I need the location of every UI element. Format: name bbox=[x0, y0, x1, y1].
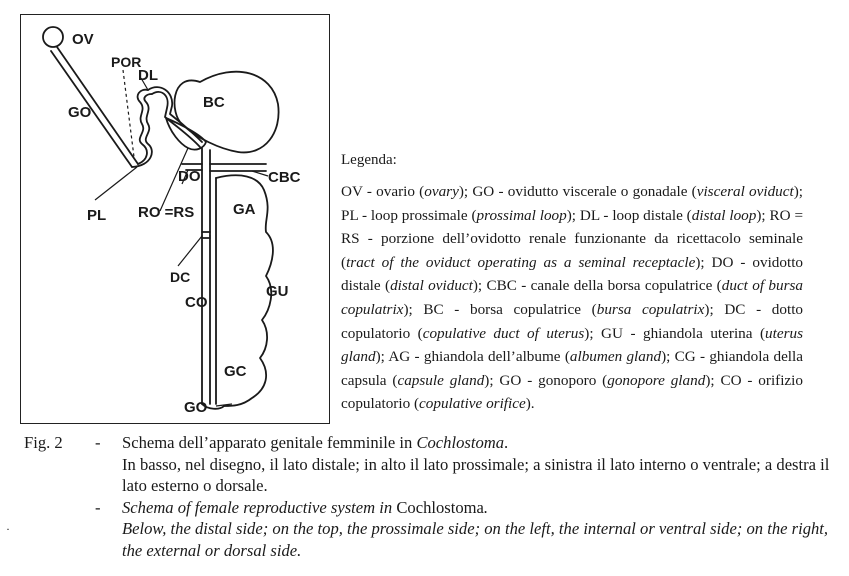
legend-english: visceral oviduct bbox=[696, 183, 794, 200]
legend-english: gonopore gland bbox=[607, 371, 706, 389]
legend-italian: - loop prossimale ( bbox=[358, 206, 477, 224]
reproductive-system-diagram bbox=[20, 14, 332, 426]
legend-english: uterus gland bbox=[341, 324, 803, 366]
legend-abbr: DC bbox=[724, 300, 746, 318]
caption-dash-en: - bbox=[95, 497, 101, 517]
legend-abbr: GO bbox=[499, 371, 522, 389]
legend-italian: - dotto copulatorio ( bbox=[341, 300, 804, 342]
legend-abbr: GO bbox=[472, 183, 495, 200]
legend-text bbox=[341, 180, 803, 416]
caption-italian-title: Schema dell’apparato genitale femminile in Cochlostoma. bbox=[122, 433, 509, 452]
label-ga: GA bbox=[233, 201, 256, 218]
label-cbc: CBC bbox=[268, 169, 301, 186]
label-go-top: GO bbox=[68, 104, 92, 121]
legend-entry: OV - ovario (ovary); bbox=[341, 183, 473, 200]
copulative-duct-shape bbox=[202, 178, 216, 404]
legend-abbr: CG bbox=[674, 348, 696, 366]
legend-abbr: DO bbox=[711, 253, 734, 271]
legend-english: tract of the oviduct operating as a seminal receptacle bbox=[346, 253, 696, 271]
caption-fig-number: Fig. 2 bbox=[24, 433, 63, 452]
legend-abbr: CBC bbox=[486, 277, 517, 295]
label-co: CO bbox=[185, 294, 208, 311]
legend-english: copulative orifice bbox=[419, 395, 526, 413]
legend-entry: GO - gonoporo (gonopore gland); bbox=[499, 371, 721, 389]
legend-entry: DL - loop distale (distal loop); bbox=[579, 206, 770, 224]
legend-english: capsule gland bbox=[397, 371, 485, 389]
scan-dot: · bbox=[6, 522, 10, 536]
legend-entry: CBC - canale della borsa copulatrice (duct of bursa copulatrix); bbox=[341, 277, 804, 318]
legend-italian: - canale della borsa copulatrice ( bbox=[516, 277, 722, 295]
legend-english: prossimal loop bbox=[476, 206, 567, 224]
legend-abbr: PL bbox=[341, 206, 359, 224]
caption-english-title: Schema of female reproductive system in Cochlostoma. bbox=[122, 497, 489, 517]
legend-italian: - orifizio copulatorio ( bbox=[341, 371, 803, 413]
caption-english-text: Below, the distal side; on the top, the prossimale side; on the left, the internal or ventral side; on the right, the external or dorsal side. bbox=[122, 519, 829, 560]
legend-abbr: AG bbox=[388, 348, 411, 366]
legend-english: distal loop bbox=[691, 206, 757, 224]
label-ro-rs: RO =RS bbox=[138, 204, 195, 221]
label-go-bottom: GO bbox=[184, 399, 208, 416]
legend-abbr: DL bbox=[579, 206, 600, 224]
legend-english: ovary bbox=[424, 183, 459, 200]
legend-entry: CO - orifizio copulatorio (copulative orifice). bbox=[341, 371, 803, 413]
proximal-loop-shape bbox=[138, 90, 148, 164]
label-bc: BC bbox=[203, 94, 225, 111]
caption-italian-text: In basso, nel disegno, il lato distale; in alto il lato prossimale; a sinistra il lato interno o ventrale; a destra il lato esterno o dorsale. bbox=[122, 454, 830, 495]
legend-abbr: GU bbox=[601, 324, 623, 342]
legend-entry: DC - dotto copulatorio (copulative duct of uterus); bbox=[341, 300, 804, 342]
legend-italian: - loop distale ( bbox=[599, 206, 692, 224]
legend-abbr: CO bbox=[720, 371, 742, 389]
legend-italian: - porzione dell’ovidotto renale funzionante da ricettacolo seminale ( bbox=[341, 230, 803, 271]
legend-entry: BC - borsa copulatrice (bursa copulatrix); bbox=[423, 300, 725, 318]
legend-italian: - ghiandola dell’albume ( bbox=[410, 348, 570, 366]
legend-italian: - ovidotto distale ( bbox=[341, 253, 804, 295]
bursa-duct-shape bbox=[202, 148, 210, 236]
legend-abbr: OV bbox=[341, 183, 363, 200]
legend-english: duct of bursa copulatrix bbox=[341, 277, 804, 318]
legend-abbr: RO = RS bbox=[341, 206, 804, 248]
legend-italian: - gonoporo ( bbox=[521, 371, 608, 389]
label-dc: DC bbox=[170, 269, 191, 285]
legend-english: distal oviduct bbox=[390, 277, 473, 295]
legend-entry: DO - ovidotto distale (distal oviduct); bbox=[341, 253, 804, 295]
legend-entry: AG - ghiandola dell’albume (albumen gland); bbox=[388, 348, 675, 366]
label-gc: GC bbox=[224, 363, 247, 380]
label-ov: OV bbox=[72, 31, 94, 48]
legend-entry: PL - loop prossimale (prossimal loop); bbox=[341, 206, 580, 224]
legend-english: copulative duct of uterus bbox=[422, 324, 585, 342]
legend-abbr: BC bbox=[423, 300, 444, 318]
legend-entry: GO - ovidutto viscerale o gonadale (visceral oviduct); bbox=[472, 183, 803, 200]
label-pl: PL bbox=[87, 207, 107, 224]
legend-entry: CG - ghiandola della capsula (capsule gland); bbox=[341, 348, 803, 389]
legend-italian: - ovidutto viscerale o gonadale ( bbox=[494, 183, 697, 200]
legend-italian: - ovario ( bbox=[362, 183, 425, 200]
figure-caption bbox=[24, 432, 834, 561]
label-por: POR bbox=[111, 54, 142, 70]
legend-italian: - ghiandola della capsula ( bbox=[341, 348, 803, 389]
label-gu: GU bbox=[266, 283, 289, 300]
legend-italian: - ghiandola uterina ( bbox=[622, 324, 766, 342]
legend-english: albumen gland bbox=[569, 348, 662, 366]
ovary-shape bbox=[43, 27, 63, 47]
legend-english: bursa copulatrix bbox=[596, 300, 705, 318]
legend-entry: GU - ghiandola uterina (uterus gland); bbox=[341, 324, 803, 366]
label-dl: DL bbox=[138, 67, 158, 84]
label-do: DO bbox=[178, 168, 201, 185]
caption-dash: - bbox=[95, 433, 101, 452]
legend-entry: RO = RS - porzione dell’ovidotto renale funzionante da ricettacolo seminale (tract of the oviduct operating as a seminal receptacle); bbox=[341, 206, 804, 271]
legend-title: Legenda: bbox=[341, 152, 397, 168]
legend-italian: - borsa copulatrice ( bbox=[443, 300, 597, 318]
bursa-copulatrix-shape bbox=[175, 72, 279, 153]
